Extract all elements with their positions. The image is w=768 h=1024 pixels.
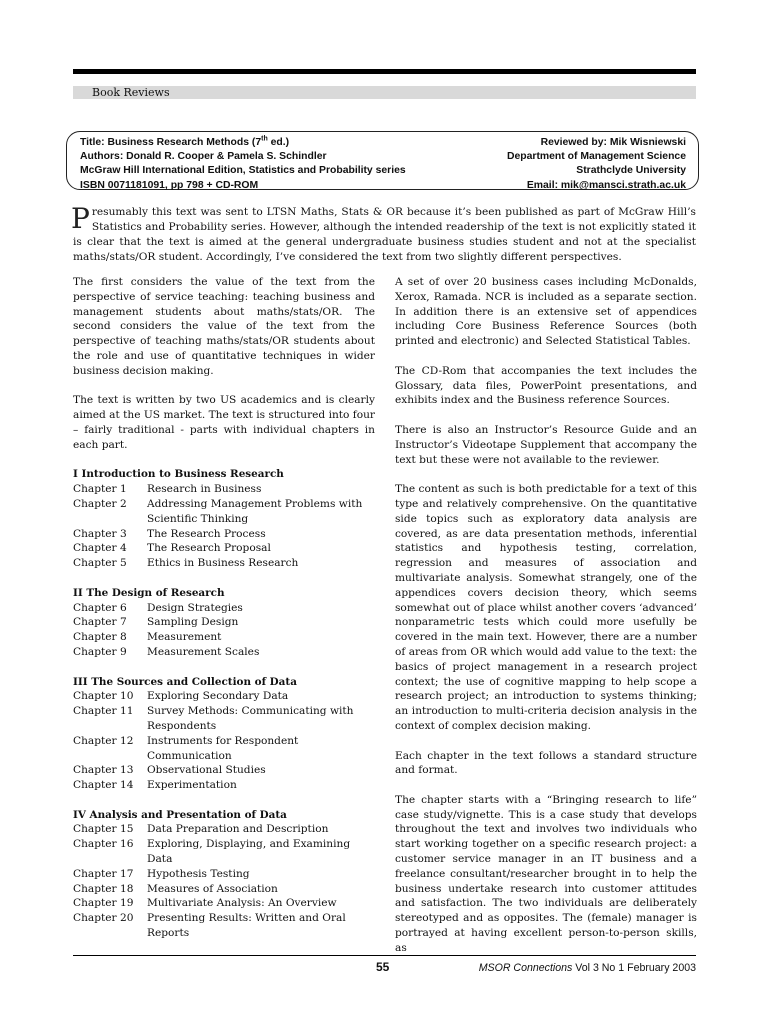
chapter-title: Data Preparation and Description — [147, 823, 329, 836]
chapter-title: Design Strategies — [147, 601, 243, 614]
part-heading: I Introduction to Business Research — [73, 468, 284, 481]
chapter-title: Observational Studies — [147, 764, 266, 777]
paragraph: The CD-Rom that accompanies the text includes the Glossary, data files, PowerPoint presentations, and exhibits index and the Business reference Sources. — [395, 364, 697, 407]
chapter-number: Chapter 4 — [73, 542, 127, 555]
chapter-title: Exploring, Displaying, and Examining Data — [147, 838, 351, 866]
journal-name: MSOR Connections — [478, 962, 573, 974]
reviewer-university: Strathclyde University — [576, 165, 686, 177]
chapter-row — [73, 837, 375, 867]
chapter-title: Survey Methods: Communicating with Respondents — [147, 705, 354, 732]
chapter-title: Presenting Results: Written and Oral Reports — [147, 912, 346, 940]
part-group — [73, 586, 375, 660]
chapter-row — [73, 601, 375, 616]
chapter-row — [73, 867, 375, 882]
reviewer-name: Reviewed by: Mik Wisniewski — [540, 137, 686, 148]
chapter-title: Ethics in Business Research — [147, 557, 299, 570]
intro-text: resumably this text was sent to LTSN Maths, Stats & OR because it’s been published as part of McGraw Hill’s Statistics and Probability series. However, although the intended readership of the text is not explicitly stated it is clear that the text is aimed at the general undergraduate business studies student and not at the specialist maths/stats/OR student. Accordingly, I’ve considered the text from two slightly different perspectives. — [73, 206, 696, 263]
reviewer-department: Department of Management Science — [507, 151, 686, 163]
part-heading: III The Sources and Collection of Data — [73, 675, 297, 688]
chapter-title: The Research Process — [147, 527, 266, 540]
part-heading: IV Analysis and Presentation of Data — [73, 808, 287, 821]
chapter-row — [73, 541, 375, 556]
chapter-row — [73, 615, 375, 630]
chapter-row — [73, 482, 375, 497]
chapter-title: Sampling Design — [147, 616, 239, 629]
review-info-box — [66, 131, 699, 190]
chapter-number: Chapter 1 — [73, 483, 127, 496]
chapter-title: Experimentation — [147, 779, 237, 792]
book-publisher: McGraw Hill International Edition, Statistics and Probability series — [80, 165, 406, 177]
paragraph: The text is written by two US academics and is clearly aimed at the US market. The text is structured into four – fairly traditional - parts with individual chapters in each part. — [73, 394, 375, 451]
journal-citation — [479, 962, 696, 974]
chapter-number: Chapter 12 — [73, 734, 134, 747]
chapter-row — [73, 778, 375, 793]
book-isbn: ISBN 0071181091, pp 798 + CD-ROM — [80, 179, 259, 191]
bottom-rule — [73, 955, 696, 956]
chapter-row — [73, 896, 375, 911]
chapter-number: Chapter 9 — [73, 645, 127, 658]
chapter-number: Chapter 14 — [73, 779, 134, 792]
chapter-number: Chapter 18 — [73, 882, 134, 895]
chapter-title: Research in Business — [147, 483, 262, 496]
chapter-number: Chapter 19 — [73, 897, 134, 910]
chapter-row — [73, 556, 375, 571]
chapter-title: Hypothesis Testing — [147, 867, 250, 880]
chapter-row — [73, 645, 375, 660]
chapter-number: Chapter 13 — [73, 764, 134, 777]
chapter-number: Chapter 6 — [73, 601, 127, 614]
right-column — [395, 275, 697, 970]
chapter-number: Chapter 20 — [73, 912, 134, 925]
chapter-row — [73, 734, 375, 764]
chapter-row — [73, 882, 375, 897]
page-number: 55 — [376, 960, 390, 974]
paragraph: Each chapter in the text follows a standard structure and format. — [395, 749, 697, 777]
chapter-number: Chapter 16 — [73, 838, 134, 851]
chapter-title: Measurement — [147, 631, 222, 644]
chapter-number: Chapter 2 — [73, 497, 127, 510]
part-group — [73, 467, 375, 571]
chapter-number: Chapter 11 — [73, 705, 134, 718]
part-heading: II The Design of Research — [73, 586, 225, 599]
left-column — [73, 275, 375, 956]
paragraph: The chapter starts with a “Bringing research to life” case study/vignette. This is a case study that develops throughout the text and involves two individuals who start working together on a specific research project: a customer service manager in an IT business and a freelance consultant/researcher brought in to help the business undertake research into customer attitudes and satisfaction. The two individuals are deliberately stereotyped and as opposites. The (female) manager is portrayed at having excellent person-to-person skills, as — [395, 793, 697, 954]
chapter-row — [73, 689, 375, 704]
chapter-number: Chapter 8 — [73, 631, 127, 644]
chapter-title: Instruments for Respondent Communication — [147, 734, 299, 762]
paragraph: The first considers the value of the text from the perspective of service teaching: teaching business and management students about maths/stats/OR. The second considers the value of the text from the perspective of teaching maths/stats/OR students about the role and use of quantitative techniques in wider business decision making. — [73, 276, 375, 377]
paragraph: The content as such is both predictable for a text of this type and relatively comprehensive. On the quantitative side topics such as exploratory data analysis are covered, as are data presentation methods, inferential statistics and hypothesis testing, correlation, regression and measures of association and multivariate analysis. Somewhat strangely, one of the appendices covers decision theory, which seems somewhat out of place whilst another covers ‘advanced’ nonparametric tests which could more usefully be covered in the main text. However, there are a number of areas from OR which would add value to the text: the basics of project management in a research project context; the use of cognitive mapping to help scope a research project; an introduction to systems thinking; an introduction to multi-criteria decision analysis in the context of complex decision making. — [395, 483, 697, 732]
chapter-number: Chapter 5 — [73, 557, 127, 570]
intro-paragraph — [71, 202, 696, 265]
chapter-title: Addressing Management Problems with Scientific Thinking — [147, 497, 363, 525]
chapter-title: Measurement Scales — [147, 645, 260, 658]
paragraph: There is also an Instructor’s Resource Guide and an Instructor’s Videotape Supplement that accompany the text but these were not available to the reviewer. — [395, 423, 697, 466]
chapter-row — [73, 911, 375, 941]
chapter-list — [73, 467, 375, 941]
book-authors: Authors: Donald R. Cooper & Pamela S. Schindler — [80, 151, 327, 163]
reviewer-email: Email: mik@mansci.strath.ac.uk — [526, 179, 686, 191]
part-group — [73, 808, 375, 941]
book-details — [80, 136, 480, 193]
drop-cap: P — [71, 202, 90, 235]
reviewer-details — [426, 136, 686, 193]
chapter-number: Chapter 10 — [73, 690, 134, 703]
chapter-number: Chapter 3 — [73, 527, 127, 540]
journal-issue: Vol 3 No 1 February 2003 — [572, 962, 696, 974]
chapter-row — [73, 822, 375, 837]
chapter-title: Multivariate Analysis: An Overview — [147, 897, 337, 910]
chapter-number: Chapter 17 — [73, 867, 134, 880]
chapter-row — [73, 497, 375, 527]
chapter-row — [73, 527, 375, 542]
section-label: Book Reviews — [73, 86, 696, 99]
chapter-row — [73, 763, 375, 778]
part-group — [73, 675, 375, 793]
chapter-row — [73, 630, 375, 645]
chapter-title: Measures of Association — [147, 882, 278, 895]
chapter-title: Exploring Secondary Data — [147, 690, 289, 703]
top-rule — [73, 69, 696, 74]
chapter-title: The Research Proposal — [147, 542, 271, 555]
chapter-number: Chapter 7 — [73, 616, 127, 629]
paragraph: A set of over 20 business cases including McDonalds, Xerox, Ramada. NCR is included as a separate section. In addition there is an extensive set of appendices including Core Business Reference Sources (both printed and electronic) and Selected Statistical Tables. — [395, 276, 697, 348]
book-title: Title: Business Research Methods (7th ed.) — [80, 135, 290, 148]
chapter-row — [73, 704, 375, 734]
chapter-number: Chapter 15 — [73, 823, 134, 836]
